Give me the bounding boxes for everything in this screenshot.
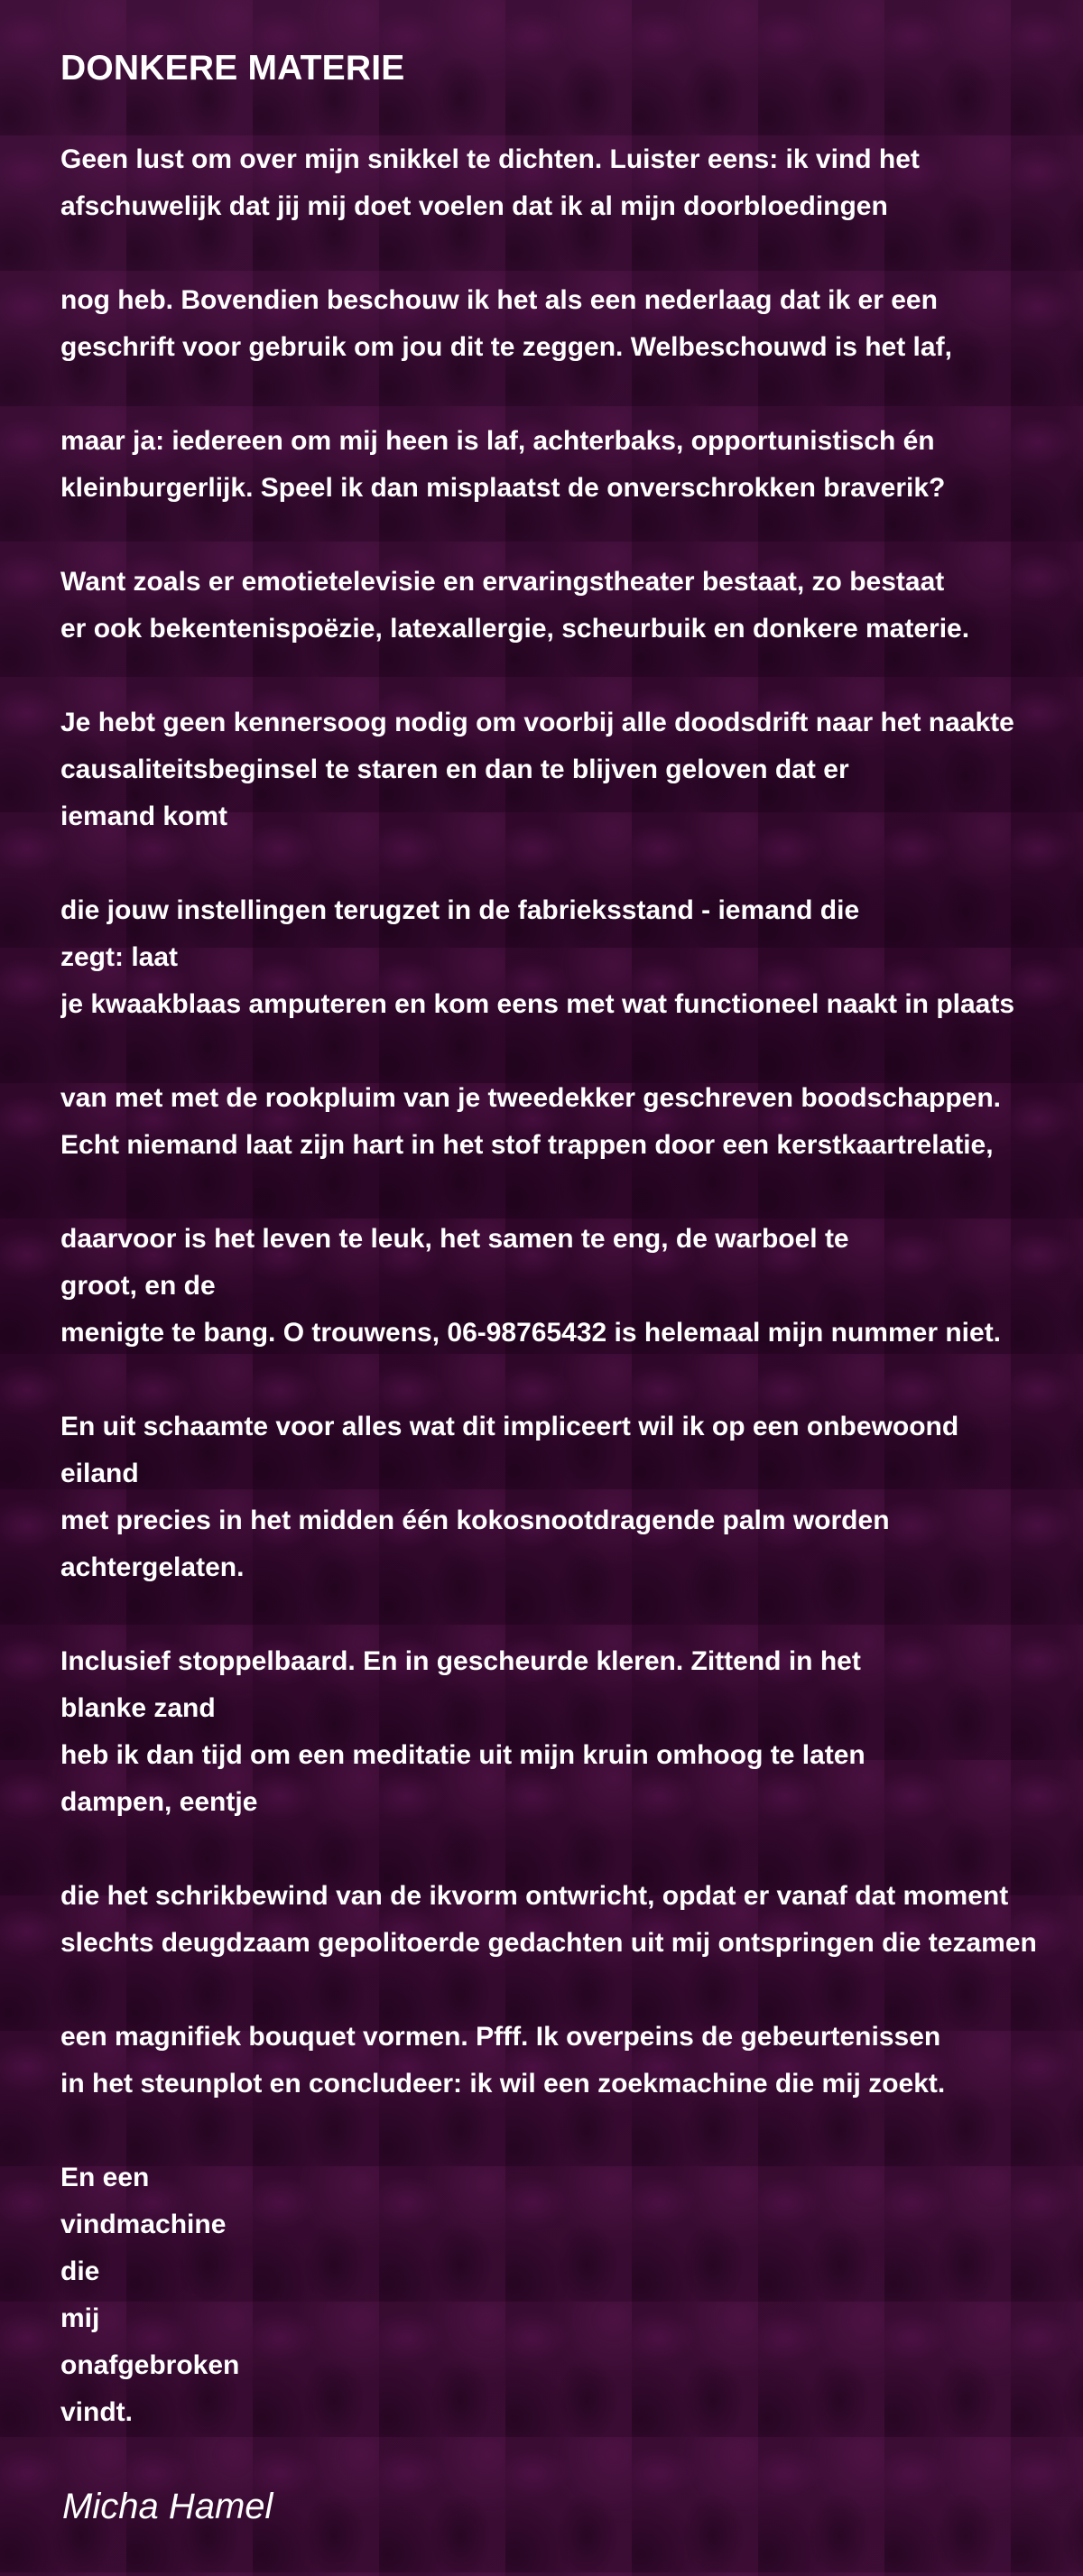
poem-line: En een <box>60 2163 150 2192</box>
poem-line: van met met de rookpluim van je tweedekker geschreven boodschappen. <box>60 1083 1002 1113</box>
poem-line: iemand komt <box>60 802 228 831</box>
poem-line: causaliteitsbeginsel te staren en dan te blijven geloven dat er <box>60 755 849 784</box>
poem-line: slechts deugdzaam gepolitoerde gedachten uit mij ontspringen die tezamen <box>60 1928 1037 1958</box>
poem-line: heb ik dan tijd om een meditatie uit mijn kruin omhoog te laten <box>60 1740 865 1770</box>
poem-line: vindmachine <box>60 2210 227 2239</box>
poem-stanza <box>60 136 1083 230</box>
poem-line: geschrift voor gebruik om jou dit te zeggen. Welbeschouwd is het laf, <box>60 332 952 362</box>
poem-stanza <box>60 1075 1083 1169</box>
poem-line: die <box>60 2256 100 2286</box>
poem-stanza <box>60 2154 1083 2436</box>
poem-stanza <box>60 887 1083 1028</box>
poem-line: eiland <box>60 1459 139 1488</box>
poem-line: die het schrikbewind van de ikvorm ontwricht, opdat er vanaf dat moment <box>60 1881 1009 1911</box>
poem-stanza <box>60 1216 1083 1357</box>
poem-line: vindt. <box>60 2397 133 2427</box>
poem-line: En uit schaamte voor alles wat dit impliceert wil ik op een onbewoond <box>60 1412 959 1441</box>
poem-line: Je hebt geen kennersoog nodig om voorbij alle doodsdrift naar het naakte <box>60 708 1014 737</box>
poem-title: DONKERE MATERIE <box>60 49 405 88</box>
poem-stanza <box>60 559 1083 653</box>
poem-line: Inclusief stoppelbaard. En in gescheurde kleren. Zittend in het <box>60 1646 861 1676</box>
poem-stanza <box>60 1404 1083 1591</box>
poem-line: onafgebroken <box>60 2350 240 2380</box>
poem-stanza <box>60 2014 1083 2108</box>
poem-line: menigte te bang. O trouwens, 06-98765432 is helemaal mijn nummer niet. <box>60 1318 1002 1348</box>
poem-line: zegt: laat <box>60 942 179 972</box>
poem-line: die jouw instellingen terugzet in de fabrieksstand - iemand die <box>60 895 860 925</box>
poem-line: een magnifiek bouquet vormen. Pfff. Ik overpeins de gebeurtenissen <box>60 2022 941 2052</box>
poem-line: je kwaakblaas amputeren en kom eens met wat functioneel naakt in plaats <box>60 989 1015 1019</box>
poem-line: mij <box>60 2303 100 2333</box>
poem-line: afschuwelijk dat jij mij doet voelen dat ik al mijn doorbloedingen <box>60 191 888 221</box>
poem-line: in het steunplot en concludeer: ik wil een zoekmachine die mij zoekt. <box>60 2069 946 2099</box>
poem-stanza <box>60 418 1083 512</box>
poem-line: er ook bekentenispoëzie, latexallergie, scheurbuik en donkere materie. <box>60 614 970 644</box>
poem-line: Want zoals er emotietelevisie en ervaringstheater bestaat, zo bestaat <box>60 567 945 597</box>
poem-stanza <box>60 1638 1083 1826</box>
poem-stanza <box>60 700 1083 840</box>
poem-line: groot, en de <box>60 1271 216 1301</box>
poem-line: achtergelaten. <box>60 1552 245 1582</box>
poem-line: Echt niemand laat zijn hart in het stof trappen door een kerstkaartrelatie, <box>60 1130 994 1160</box>
poem-line: daarvoor is het leven te leuk, het samen te eng, de warboel te <box>60 1224 849 1254</box>
poem-line: maar ja: iedereen om mij heen is laf, achterbaks, opportunistisch én <box>60 426 935 456</box>
poem-line: kleinburgerlijk. Speel ik dan misplaatst de onverschrokken braverik? <box>60 473 946 503</box>
poem-line: nog heb. Bovendien beschouw ik het als een nederlaag dat ik er een <box>60 285 938 315</box>
poem-body <box>60 136 1083 2483</box>
poem-line: Geen lust om over mijn snikkel te dichten. Luister eens: ik vind het <box>60 144 920 174</box>
poem-author: Micha Hamel <box>62 2487 273 2526</box>
poem-stanza <box>60 1873 1083 1967</box>
poem-line: blanke zand <box>60 1693 216 1723</box>
poem-stanza <box>60 277 1083 371</box>
poem-line: met precies in het midden één kokosnootdragende palm worden <box>60 1506 890 1535</box>
poem-line: dampen, eentje <box>60 1787 258 1817</box>
